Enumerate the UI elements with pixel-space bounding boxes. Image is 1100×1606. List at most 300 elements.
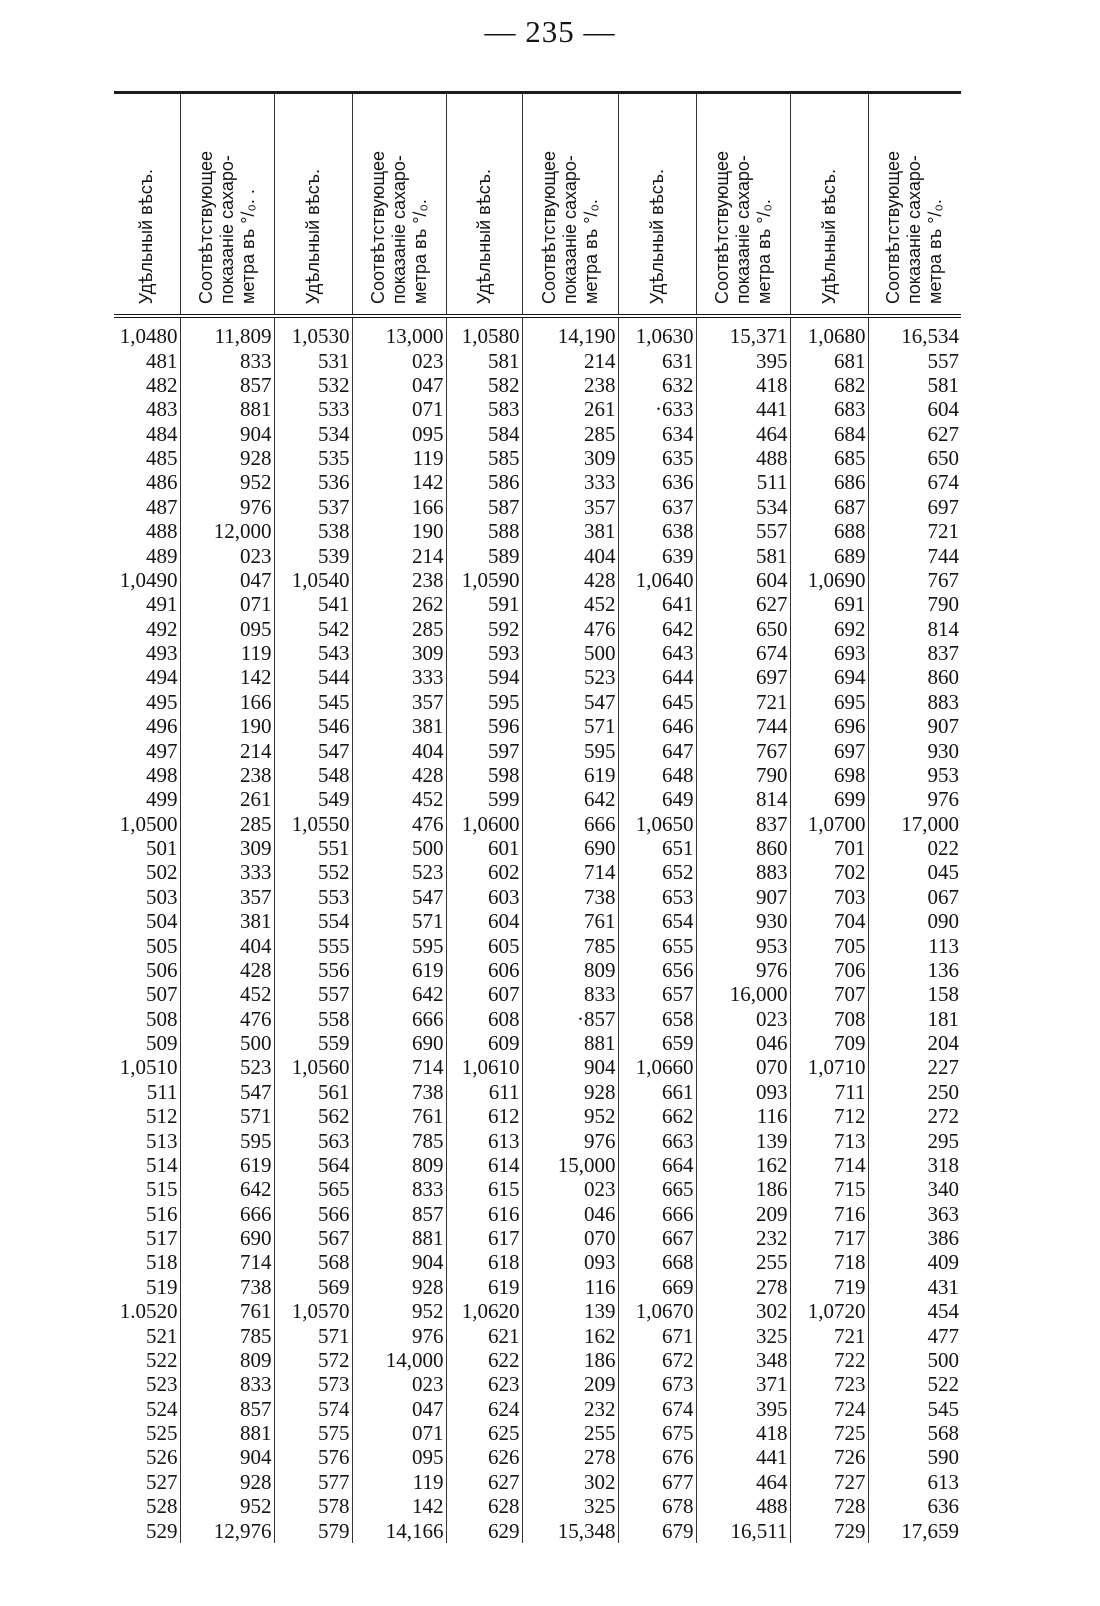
saccharometer-cell: 023 (180, 543, 274, 567)
gravity-cell: 1,0630 (618, 316, 696, 348)
table-row (114, 1397, 961, 1421)
saccharometer-cell: 047 (352, 373, 446, 397)
gravity-cell: 724 (790, 1397, 868, 1421)
saccharometer-cell: 761 (180, 1299, 274, 1323)
gravity-cell: 668 (618, 1250, 696, 1274)
gravity-cell: 577 (274, 1470, 352, 1494)
saccharometer-cell: 785 (522, 933, 618, 957)
gravity-cell: 529 (114, 1518, 180, 1542)
saccharometer-cell: 476 (180, 1007, 274, 1031)
gravity-cell: 491 (114, 592, 180, 616)
gravity-cell: 548 (274, 763, 352, 787)
header-label: Удѣльный вѣсъ. (818, 168, 839, 304)
saccharometer-cell: 511 (696, 470, 790, 494)
saccharometer-cell: 428 (522, 568, 618, 592)
saccharometer-cell: 381 (180, 909, 274, 933)
saccharometer-cell: 285 (352, 617, 446, 641)
saccharometer-cell: 348 (696, 1348, 790, 1372)
gravity-cell: 672 (618, 1348, 696, 1372)
gravity-cell: 544 (274, 665, 352, 689)
gravity-cell: 493 (114, 641, 180, 665)
gravity-cell: 634 (618, 422, 696, 446)
saccharometer-cell: ·857 (522, 1007, 618, 1031)
gravity-cell: 1.0520 (114, 1299, 180, 1323)
saccharometer-cell: 278 (522, 1445, 618, 1469)
saccharometer-cell: 142 (352, 470, 446, 494)
gravity-cell: 702 (790, 860, 868, 884)
gravity-cell: 606 (446, 958, 522, 982)
gravity-cell: 556 (274, 958, 352, 982)
gravity-cell: 591 (446, 592, 522, 616)
saccharometer-cell: 255 (522, 1421, 618, 1445)
gravity-cell: 699 (790, 787, 868, 811)
table-row (114, 860, 961, 884)
gravity-cell: 531 (274, 348, 352, 372)
saccharometer-cell: 833 (522, 982, 618, 1006)
gravity-cell: 711 (790, 1080, 868, 1104)
saccharometer-cell: 12,976 (180, 1518, 274, 1542)
gravity-cell: 678 (618, 1494, 696, 1518)
gravity-cell: 1,0490 (114, 568, 180, 592)
gravity-cell: 526 (114, 1445, 180, 1469)
gravity-cell: 513 (114, 1128, 180, 1152)
gravity-cell: 679 (618, 1518, 696, 1542)
gravity-cell: 713 (790, 1128, 868, 1152)
saccharometer-cell: 357 (352, 690, 446, 714)
saccharometer-cell: 738 (352, 1080, 446, 1104)
gravity-cell: 1,0620 (446, 1299, 522, 1323)
header-cell-gravity (446, 93, 522, 317)
gravity-cell: 623 (446, 1372, 522, 1396)
saccharometer-cell: 262 (352, 592, 446, 616)
gravity-cell: 618 (446, 1250, 522, 1274)
saccharometer-cell: 181 (927, 1006, 959, 1031)
gravity-cell: 647 (618, 738, 696, 762)
saccharometer-cell: 395 (696, 348, 790, 372)
gravity-cell: 574 (274, 1397, 352, 1421)
saccharometer-cell: 952 (352, 1299, 446, 1323)
saccharometer-cell: 860 (696, 836, 790, 860)
saccharometer-cell: 047 (352, 1397, 446, 1421)
gravity-cell: 715 (790, 1177, 868, 1201)
gravity-cell: 607 (446, 982, 522, 1006)
saccharometer-cell: 642 (522, 787, 618, 811)
gravity-cell: 1,0680 (790, 316, 868, 348)
gravity-cell: 631 (618, 348, 696, 372)
header-label: Соотвѣтствующее показаніе сахаро- метра въ °/₀. (883, 150, 946, 304)
gravity-cell: 665 (618, 1177, 696, 1201)
gravity-cell: 644 (618, 665, 696, 689)
saccharometer-cell: 619 (352, 958, 446, 982)
gravity-cell: 586 (446, 470, 522, 494)
table-row (114, 373, 961, 397)
gravity-cell: 658 (618, 1007, 696, 1031)
gravity-cell: 695 (790, 690, 868, 714)
saccharometer-cell: 119 (180, 641, 274, 665)
gravity-cell: 581 (446, 348, 522, 372)
saccharometer-cell: 500 (180, 1031, 274, 1055)
gravity-cell: 719 (790, 1275, 868, 1299)
saccharometer-cell: 452 (522, 592, 618, 616)
saccharometer-cell: 761 (352, 1104, 446, 1128)
saccharometer-cell: 619 (180, 1153, 274, 1177)
table-row (114, 1080, 961, 1104)
table-row (114, 690, 961, 714)
gravity-cell: 527 (114, 1470, 180, 1494)
saccharometer-cell: 278 (696, 1275, 790, 1299)
gravity-cell: 652 (618, 860, 696, 884)
saccharometer-cell: 119 (352, 446, 446, 470)
gravity-cell: 704 (790, 909, 868, 933)
gravity-cell: 579 (274, 1518, 352, 1542)
saccharometer-cell: 523 (352, 860, 446, 884)
gravity-cell: 1,0690 (790, 568, 868, 592)
gravity-cell: 552 (274, 860, 352, 884)
gravity-cell: 507 (114, 982, 180, 1006)
header-label: Удѣльный вѣсъ. (136, 168, 157, 304)
saccharometer-cell: 023 (522, 1177, 618, 1201)
saccharometer-cell: 15,348 (522, 1518, 618, 1542)
table-row (114, 1421, 961, 1445)
table-row (114, 397, 961, 421)
saccharometer-cell: 642 (180, 1177, 274, 1201)
gravity-cell: 709 (790, 1031, 868, 1055)
gravity-cell: 682 (790, 373, 868, 397)
header-cell-saccharometer (868, 93, 961, 317)
saccharometer-cell: 767 (927, 567, 959, 592)
saccharometer-cell: 309 (522, 446, 618, 470)
saccharometer-cell: 790 (927, 592, 959, 617)
saccharometer-cell: 261 (180, 787, 274, 811)
saccharometer-cell: 952 (180, 470, 274, 494)
gravity-cell: 592 (446, 617, 522, 641)
saccharometer-cell: 070 (696, 1055, 790, 1079)
gravity-cell: 515 (114, 1177, 180, 1201)
header-label: Удѣльный вѣсъ. (302, 168, 323, 304)
gravity-cell: 707 (790, 982, 868, 1006)
table-row (114, 1055, 961, 1079)
gravity-cell: 648 (618, 763, 696, 787)
table-row (114, 543, 961, 567)
gravity-cell: 716 (790, 1202, 868, 1226)
saccharometer-cell: 627 (927, 421, 959, 446)
saccharometer-cell: 545 (927, 1396, 959, 1421)
gravity-cell: 609 (446, 1031, 522, 1055)
gravity-cell: 688 (790, 519, 868, 543)
table-row (114, 1226, 961, 1250)
gravity-cell: 565 (274, 1177, 352, 1201)
table-row (114, 665, 961, 689)
gravity-cell: 721 (790, 1323, 868, 1347)
saccharometer-cell: 697 (696, 665, 790, 689)
gravity-cell: 615 (446, 1177, 522, 1201)
saccharometer-cell: 907 (927, 714, 959, 739)
gravity-cell: 486 (114, 470, 180, 494)
gravity-cell: 519 (114, 1275, 180, 1299)
header-cell-gravity (114, 93, 180, 317)
table-row (114, 1031, 961, 1055)
gravity-cell: 1,0640 (618, 568, 696, 592)
saccharometer-cell: 595 (522, 738, 618, 762)
gravity-cell: 639 (618, 543, 696, 567)
saccharometer-cell: 166 (180, 690, 274, 714)
saccharometer-cell: 093 (522, 1250, 618, 1274)
gravity-cell: 694 (790, 665, 868, 689)
table-row (114, 519, 961, 543)
table-body (114, 316, 961, 1543)
saccharometer-cell: 604 (927, 397, 959, 422)
saccharometer-cell: 325 (696, 1323, 790, 1347)
saccharometer-cell: 500 (927, 1347, 959, 1372)
gravity-cell: 596 (446, 714, 522, 738)
table-row (114, 592, 961, 616)
saccharometer-cell: 428 (352, 763, 446, 787)
saccharometer-cell: 418 (696, 1421, 790, 1445)
saccharometer-cell: 568 (927, 1421, 959, 1446)
saccharometer-cell: 590 (927, 1445, 959, 1470)
saccharometer-cell: 357 (180, 885, 274, 909)
saccharometer-cell: 272 (927, 1104, 959, 1129)
saccharometer-cell: 136 (927, 957, 959, 982)
saccharometer-cell: 666 (522, 812, 618, 836)
saccharometer-cell: 636 (927, 1494, 959, 1519)
gravity-cell: 611 (446, 1080, 522, 1104)
saccharometer-cell: 627 (696, 592, 790, 616)
saccharometer-cell: 547 (352, 885, 446, 909)
gravity-cell: 1,0480 (114, 316, 180, 348)
saccharometer-cell: 340 (927, 1177, 959, 1202)
saccharometer-cell: 209 (522, 1372, 618, 1396)
gravity-cell: 483 (114, 397, 180, 421)
gravity-cell: 692 (790, 617, 868, 641)
gravity-cell: 1,0600 (446, 812, 522, 836)
gravity-cell: 726 (790, 1445, 868, 1469)
saccharometer-cell: 738 (180, 1275, 274, 1299)
gravity-cell: 521 (114, 1323, 180, 1347)
saccharometer-cell: 11,809 (180, 316, 274, 348)
saccharometer-cell: 214 (522, 348, 618, 372)
saccharometer-cell: 857 (180, 1397, 274, 1421)
gravity-cell: 1,0590 (446, 568, 522, 592)
saccharometer-cell: 881 (180, 1421, 274, 1445)
gravity-cell: 503 (114, 885, 180, 909)
saccharometer-cell: 238 (180, 763, 274, 787)
gravity-cell: 1,0710 (790, 1055, 868, 1079)
gravity-cell: 616 (446, 1202, 522, 1226)
gravity-cell: 506 (114, 958, 180, 982)
saccharometer-cell: 17,659 (901, 1518, 959, 1543)
saccharometer-cell: 071 (352, 1421, 446, 1445)
saccharometer-cell: 930 (696, 909, 790, 933)
saccharometer-cell: 095 (352, 422, 446, 446)
saccharometer-cell: 857 (352, 1202, 446, 1226)
gravity-cell: 487 (114, 495, 180, 519)
gravity-cell: 582 (446, 373, 522, 397)
gravity-cell: 662 (618, 1104, 696, 1128)
saccharometer-cell: 142 (352, 1494, 446, 1518)
saccharometer-cell: 522 (927, 1372, 959, 1397)
gravity-cell: 663 (618, 1128, 696, 1152)
saccharometer-cell: 095 (352, 1445, 446, 1469)
gravity-cell: 605 (446, 933, 522, 957)
gravity-cell: 595 (446, 690, 522, 714)
saccharometer-cell: 952 (522, 1104, 618, 1128)
table-row (114, 1445, 961, 1469)
saccharometer-cell: 650 (927, 446, 959, 471)
saccharometer-cell: 785 (352, 1128, 446, 1152)
gravity-cell: 541 (274, 592, 352, 616)
gravity-cell: 484 (114, 422, 180, 446)
saccharometer-cell: 16,000 (696, 982, 790, 1006)
table-row (114, 982, 961, 1006)
saccharometer-cell: 976 (696, 958, 790, 982)
saccharometer-cell: 557 (927, 348, 959, 373)
gravity-cell: 512 (114, 1104, 180, 1128)
saccharometer-cell: 090 (927, 909, 959, 934)
gravity-cell: 522 (114, 1348, 180, 1372)
gravity-cell: 594 (446, 665, 522, 689)
saccharometer-cell: 881 (352, 1226, 446, 1250)
saccharometer-cell: 907 (696, 885, 790, 909)
saccharometer-cell: 809 (522, 958, 618, 982)
saccharometer-cell: 381 (522, 519, 618, 543)
saccharometer-cell: 814 (696, 787, 790, 811)
gravity-cell: 528 (114, 1494, 180, 1518)
gravity-cell: 667 (618, 1226, 696, 1250)
gravity-cell: 636 (618, 470, 696, 494)
table-row (114, 1372, 961, 1396)
table-row (114, 1348, 961, 1372)
gravity-cell: 683 (790, 397, 868, 421)
saccharometer-cell: 464 (696, 422, 790, 446)
gravity-cell: 689 (790, 543, 868, 567)
table-row (114, 348, 961, 372)
saccharometer-cell: 166 (352, 495, 446, 519)
saccharometer-cell: 250 (927, 1079, 959, 1104)
saccharometer-cell: 581 (696, 543, 790, 567)
gravity-cell: 545 (274, 690, 352, 714)
saccharometer-cell: 690 (352, 1031, 446, 1055)
table-row (114, 470, 961, 494)
saccharometer-cell: 547 (522, 690, 618, 714)
gravity-cell: 1,0570 (274, 1299, 352, 1323)
saccharometer-cell: 16,511 (696, 1518, 790, 1542)
saccharometer-cell: 883 (927, 689, 959, 714)
saccharometer-cell: 690 (522, 836, 618, 860)
gravity-cell: 659 (618, 1031, 696, 1055)
table-row (114, 885, 961, 909)
gravity-cell: 562 (274, 1104, 352, 1128)
gravity-cell: 599 (446, 787, 522, 811)
gravity-cell: 558 (274, 1007, 352, 1031)
saccharometer-cell: 023 (696, 1007, 790, 1031)
saccharometer-cell: 488 (696, 446, 790, 470)
gravity-cell: ·633 (618, 397, 696, 421)
gravity-cell: 589 (446, 543, 522, 567)
gravity-cell: 603 (446, 885, 522, 909)
saccharometer-cell: 477 (927, 1323, 959, 1348)
gravity-cell: 628 (446, 1494, 522, 1518)
saccharometer-cell: 714 (180, 1250, 274, 1274)
saccharometer-cell: 881 (180, 397, 274, 421)
gravity-cell: 508 (114, 1007, 180, 1031)
header-label: Соотвѣтствующее показаніе сахаро- метра въ °/₀. (538, 150, 601, 304)
saccharometer-cell: 14,166 (352, 1518, 446, 1542)
gravity-cell: 1,0700 (790, 812, 868, 836)
gravity-cell: 536 (274, 470, 352, 494)
gravity-cell: 564 (274, 1153, 352, 1177)
saccharometer-cell: 357 (522, 495, 618, 519)
saccharometer-cell: 767 (696, 738, 790, 762)
saccharometer-cell: 227 (927, 1055, 959, 1080)
gravity-cell: 653 (618, 885, 696, 909)
saccharometer-cell: 418 (696, 373, 790, 397)
gravity-cell: 638 (618, 519, 696, 543)
header-label: Соотвѣтствующее показаніе сахаро- метра въ °/₀. . (195, 150, 258, 304)
gravity-cell: 693 (790, 641, 868, 665)
gravity-cell: 546 (274, 714, 352, 738)
saccharometer-cell: 261 (522, 397, 618, 421)
gravity-cell: 576 (274, 1445, 352, 1469)
gravity-cell: 518 (114, 1250, 180, 1274)
saccharometer-cell: 904 (522, 1055, 618, 1079)
header-cell-saccharometer (352, 93, 446, 317)
gravity-cell: 575 (274, 1421, 352, 1445)
header-label: Удѣльный вѣсъ. (473, 168, 494, 304)
gravity-cell: 656 (618, 958, 696, 982)
saccharometer-cell: 650 (696, 617, 790, 641)
gravity-cell: 482 (114, 373, 180, 397)
table-row (114, 568, 961, 592)
gravity-cell: 561 (274, 1080, 352, 1104)
saccharometer-cell: 904 (180, 422, 274, 446)
saccharometer-cell: 500 (522, 641, 618, 665)
saccharometer-cell: 744 (927, 543, 959, 568)
gravity-cell: 533 (274, 397, 352, 421)
saccharometer-cell: 809 (180, 1348, 274, 1372)
gravity-cell: 584 (446, 422, 522, 446)
table-row (114, 495, 961, 519)
saccharometer-cell: 158 (927, 982, 959, 1007)
gravity-cell: 514 (114, 1153, 180, 1177)
saccharometer-cell: 837 (927, 641, 959, 666)
gravity-cell: 1,0500 (114, 812, 180, 836)
saccharometer-cell: 095 (180, 617, 274, 641)
saccharometer-cell: 595 (180, 1128, 274, 1152)
saccharometer-cell: 523 (522, 665, 618, 689)
gravity-cell: 722 (790, 1348, 868, 1372)
gravity-cell: 677 (618, 1470, 696, 1494)
gravity-cell: 538 (274, 519, 352, 543)
gravity-cell: 505 (114, 933, 180, 957)
gravity-cell: 585 (446, 446, 522, 470)
gravity-cell: 504 (114, 909, 180, 933)
saccharometer-cell: 204 (927, 1031, 959, 1056)
gravity-cell: 723 (790, 1372, 868, 1396)
saccharometer-cell: 953 (696, 933, 790, 957)
gravity-cell: 714 (790, 1153, 868, 1177)
saccharometer-cell: 404 (522, 543, 618, 567)
saccharometer-cell: 162 (696, 1153, 790, 1177)
table-row (114, 1128, 961, 1152)
gravity-cell: 525 (114, 1421, 180, 1445)
gravity-cell: 687 (790, 495, 868, 519)
saccharometer-cell: 452 (180, 982, 274, 1006)
gravity-cell: 1,0540 (274, 568, 352, 592)
table-row (114, 1104, 961, 1128)
gravity-cell: 657 (618, 982, 696, 1006)
gravity-cell: 641 (618, 592, 696, 616)
